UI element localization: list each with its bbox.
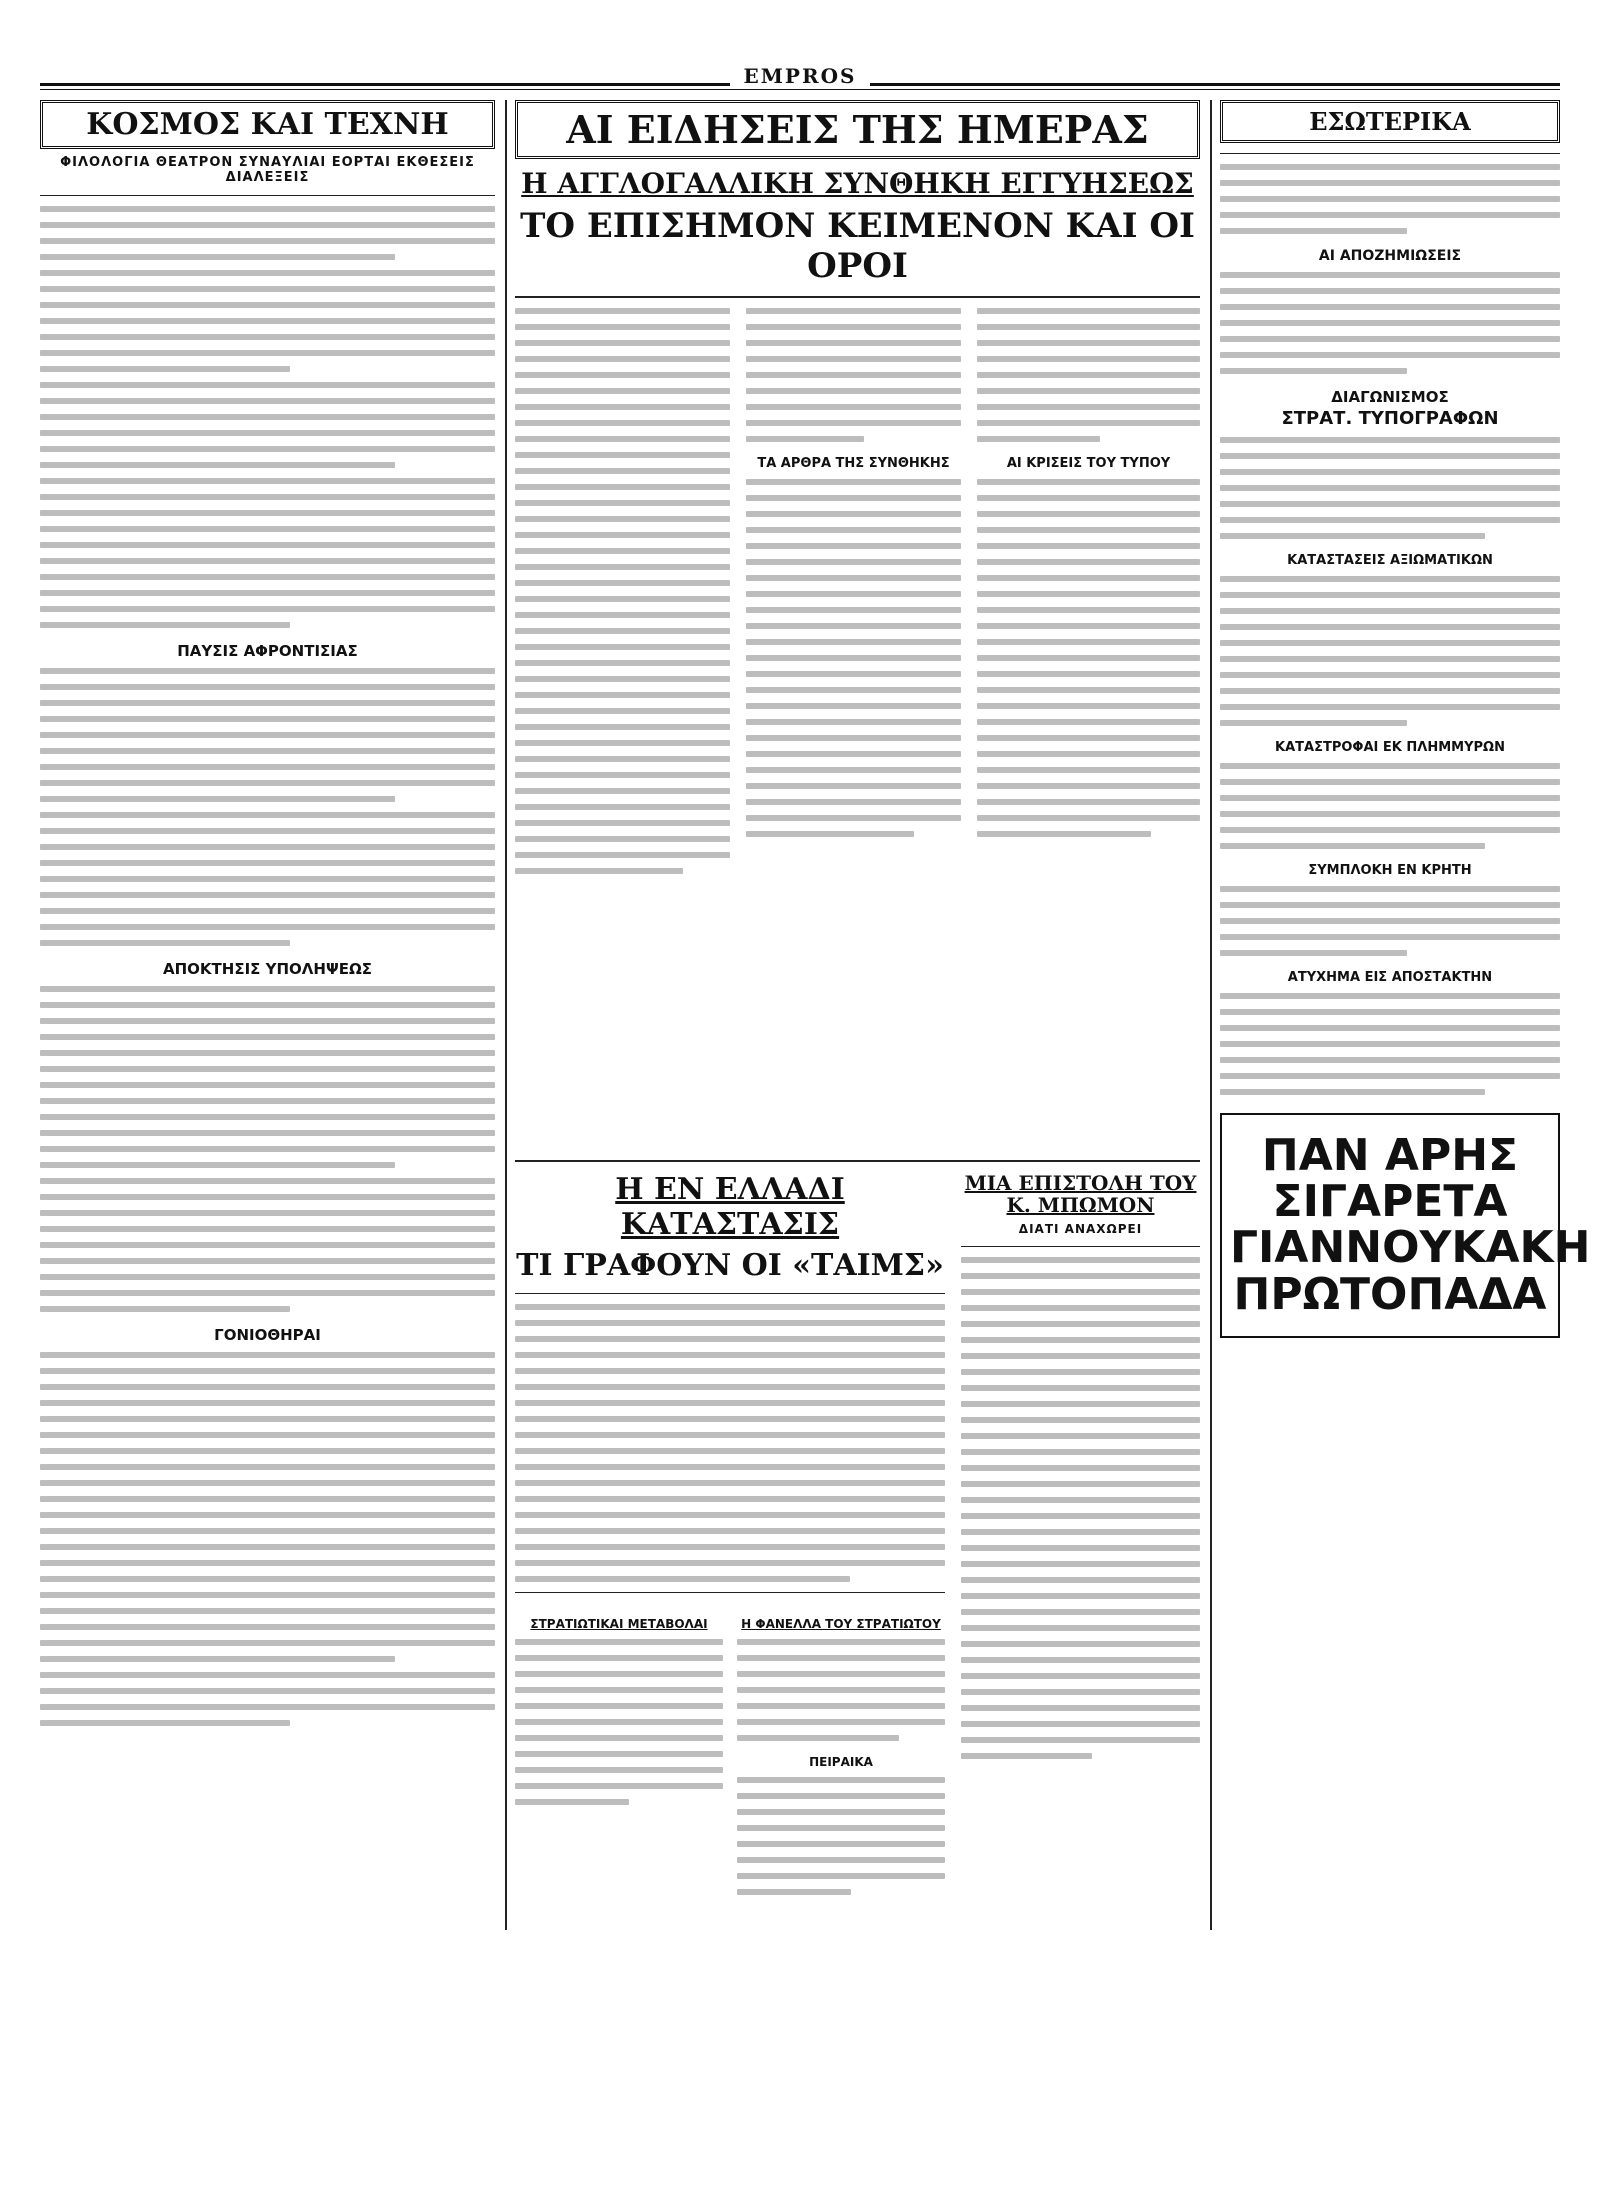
left-subheader: ΦΙΛΟΛΟΓΙΑ ΘΕΑΤΡΟΝ ΣΥΝΑΥΛΙΑΙ ΕΟΡΤΑΙ ΕΚΘΕΣΕΙΣ ΔΙΑΛΕΞΕΙΣ: [60, 155, 475, 185]
right-section-4: ΚΑΤΑΣΤΑΣΕΙΣ ΑΞΙΩΜΑΤΙΚΩΝ: [1287, 553, 1493, 568]
text-block: [746, 479, 961, 837]
right-section-3: ΣΤΡΑΤ. ΤΥΠΟΓΡΑΦΩΝ: [1281, 408, 1499, 429]
right-section-5: ΚΑΤΑΣΤΡΟΦΑΙ ΕΚ ΠΛΗΜΜΥΡΩΝ: [1275, 740, 1505, 755]
rule: [1220, 153, 1560, 154]
right-section-1: ΑΙ ΑΠΟΖΗΜΙΩΣΕΙΣ: [1318, 248, 1462, 264]
center-subcolumn-1: [515, 308, 730, 884]
text-block: [746, 308, 961, 442]
bottom-section-2: Η ΦΑΝΕΛΛΑ ΤΟΥ ΣΤΡΑΤΙΩΤΟΥ: [741, 1617, 941, 1631]
text-block: [1220, 272, 1560, 374]
rule: [515, 1293, 945, 1294]
center-title: ΤΟ ΕΠΙΣΗΜΟΝ ΚΕΙΜΕΝΟΝ ΚΑΙ ΟΙ ΟΡΟΙ: [520, 206, 1195, 286]
text-block: [1220, 164, 1560, 234]
right-section-6: ΣΥΜΠΛΟΚΗ ΕΝ ΚΡΗΤΗ: [1308, 863, 1472, 878]
text-block: [1220, 886, 1560, 956]
bottom-right: [961, 1172, 1200, 1905]
center-subcolumn-2: [746, 308, 961, 884]
letter-subheader: ΔΙΑΤΙ ΑΝΑΧΩΡΕΙ: [1018, 1222, 1143, 1236]
rule: [515, 1160, 1200, 1162]
center-section-1: ΤΑ ΑΡΘΡΑ ΤΗΣ ΣΥΝΘΗΚΗΣ: [757, 456, 950, 471]
center-section-2: ΑΙ ΚΡΙΣΕΙΣ ΤΟΥ ΤΥΠΟΥ: [1006, 456, 1171, 471]
bottom-section-3: ΠΕΙΡΑΙΚΑ: [809, 1755, 873, 1769]
center-header: ΑΙ ΕΙΔΗΣΕΙΣ ΤΗΣ ΗΜΕΡΑΣ: [515, 100, 1200, 159]
text-block: [40, 206, 495, 628]
bottom-subcolumn-2: [737, 1603, 945, 1905]
text-block: [40, 668, 495, 946]
masthead-name: EMPROS: [730, 64, 870, 88]
left-section-3: ΓΟΝΙΟΘΗΡΑΙ: [214, 1326, 321, 1344]
rule: [40, 195, 495, 196]
text-block: [1220, 437, 1560, 539]
masthead: [40, 64, 1560, 90]
center-subcolumn-3: [977, 308, 1200, 884]
bottom-subcolumns: [515, 1603, 945, 1905]
text-block: [1220, 576, 1560, 726]
bottom-columns: [515, 1172, 1200, 1905]
left-section-2: ΑΠΟΚΤΗΣΙΣ ΥΠΟΛΗΨΕΩΣ: [163, 960, 372, 978]
rule: [515, 1592, 945, 1593]
rule: [961, 1246, 1200, 1247]
text-block: [515, 1304, 945, 1582]
right-header: ΕΣΩΤΕΡΙΚΑ: [1220, 100, 1560, 143]
left-header: ΚΟΣΜΟΣ ΚΑΙ ΤΕΧΝΗ: [40, 100, 495, 149]
text-block: [1220, 763, 1560, 849]
bottom-subheader: ΤΙ ΓΡΑΦΟΥΝ ΟΙ «ΤΑΙΜΣ»: [516, 1248, 944, 1283]
right-column: [1220, 100, 1591, 1338]
column-divider-right: [1210, 100, 1212, 1930]
column-divider-left: [505, 100, 507, 1930]
right-section-2: ΔΙΑΓΩΝΙΣΜΟΣ: [1331, 388, 1449, 406]
text-block: [40, 986, 495, 1312]
text-block: [977, 308, 1200, 442]
cigarette-ad: ΠΑΝ ΑΡΗΣ ΣΙΓΑΡΕΤΑ ΓΙΑΝΝΟΥΚΑΚΗ ΠΡΩΤΟΠΑΔΑ: [1220, 1113, 1560, 1338]
text-block: [977, 479, 1200, 837]
center-column: [515, 100, 1200, 884]
bottom-section-1: ΣΤΡΑΤΙΩΤΙΚΑΙ ΜΕΤΑΒΟΛΑΙ: [530, 1617, 708, 1631]
bottom-header: Η ΕΝ ΕΛΛΑΔΙ ΚΑΤΑΣΤΑΣΙΣ: [615, 1172, 845, 1242]
text-block: [515, 308, 730, 874]
text-block: [40, 1352, 495, 1726]
center-subheader: Η ΑΓΓΛΟΓΑΛΛΙΚΗ ΣΥΝΘΗΚΗ ΕΓΓΥΗΣΕΩΣ: [521, 167, 1194, 200]
center-columns: [515, 308, 1200, 884]
rule: [515, 296, 1200, 298]
right-section-7: ΑΤΥΧΗΜΑ ΕΙΣ ΑΠΟΣΤΑΚΤΗΝ: [1287, 970, 1493, 985]
text-block: [1220, 993, 1560, 1095]
text-block: [737, 1639, 945, 1741]
text-block: [961, 1257, 1200, 1759]
left-section-1: ΠΑΥΣΙΣ ΑΦΡΟΝΤΙΣΙΑΣ: [177, 642, 358, 660]
text-block: [737, 1777, 945, 1895]
letter-header: ΜΙΑ ΕΠΙΣΤΟΛΗ ΤΟΥ Κ. ΜΠΩΜΟΝ: [964, 1171, 1197, 1217]
left-column: [40, 100, 495, 1736]
bottom-subcolumn-1: [515, 1603, 723, 1905]
bottom-section: [515, 1150, 1200, 1910]
masthead-thin-rule: [40, 89, 1560, 90]
bottom-left: [515, 1172, 945, 1905]
text-block: [515, 1639, 723, 1805]
